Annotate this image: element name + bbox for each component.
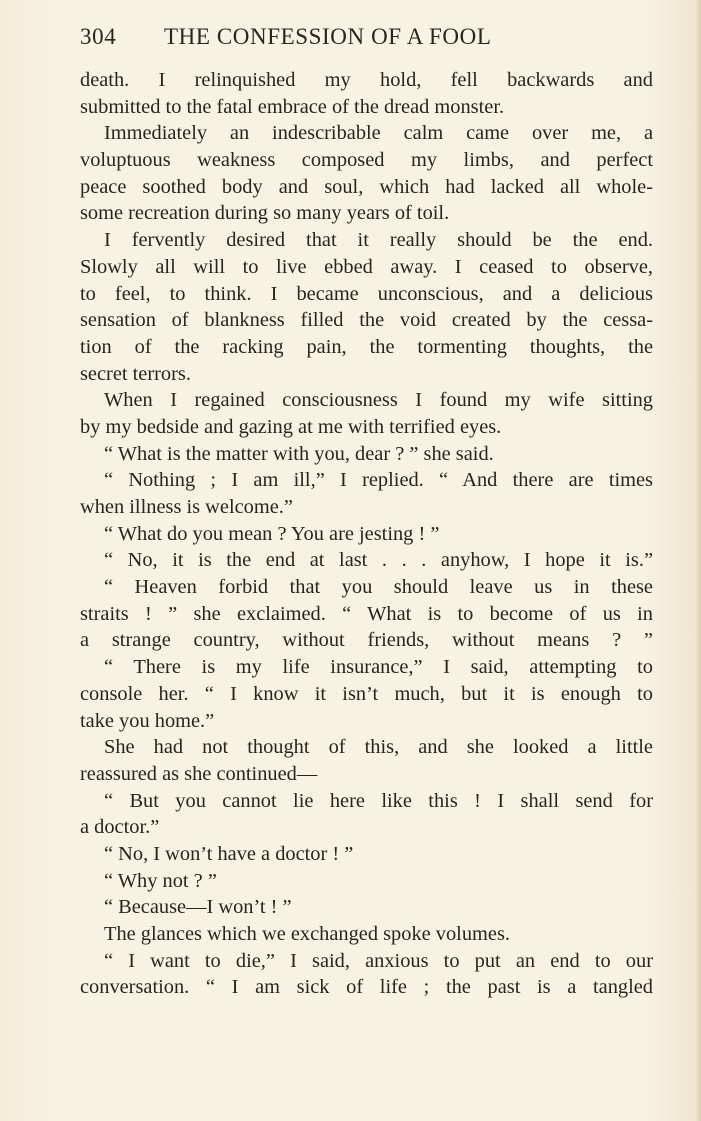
- text-line: “ Because—I won’t ! ”: [104, 896, 292, 919]
- text-line: “ No, it is the end at last . . . anyhow, I hope it is.”: [104, 549, 653, 572]
- page-number: 304: [80, 24, 117, 49]
- text-line: Slowly all will to live ebbed away. I ceased to observe,: [80, 255, 653, 278]
- text-line: to feel, to think. I became unconscious, and a delicious: [80, 282, 653, 305]
- text-line: tion of the racking pain, the tormenting thoughts, the: [80, 335, 653, 358]
- text-line: a strange country, without friends, without means ? ”: [80, 629, 653, 652]
- text-line: “ Heaven forbid that you should leave us in these: [104, 576, 653, 599]
- text-line: I fervently desired that it really should be the end.: [104, 229, 653, 252]
- text-line: submitted to the fatal embrace of the dread monster.: [80, 95, 505, 118]
- text-line: when illness is welcome.”: [80, 496, 293, 518]
- text-line: “ Why not ? ”: [104, 869, 217, 892]
- text-line: secret terrors.: [80, 362, 191, 385]
- text-line: by my bedside and gazing at me with terrified eyes.: [80, 415, 502, 438]
- text-line: console her. “ I know it isn’t much, but it is enough to: [80, 682, 653, 705]
- text-line: “ No, I won’t have a doctor ! ”: [104, 842, 354, 865]
- text-line: reassured as she continued—: [80, 762, 318, 785]
- text-line: “ What do you mean ? You are jesting ! ”: [104, 522, 440, 545]
- text-line: When I regained consciousness I found my wife sitting: [104, 389, 653, 412]
- text-line: She had not thought of this, and she looked a little: [104, 736, 653, 759]
- text-line: a doctor.”: [80, 816, 160, 839]
- text-line: sensation of blankness filled the void created by the cessa-: [80, 309, 653, 332]
- text-line: “ What is the matter with you, dear ? ” she said.: [104, 442, 494, 465]
- text-line: conversation. “ I am sick of life ; the past is a tangled: [80, 976, 653, 999]
- text-line: some recreation during so many years of toil.: [80, 202, 450, 225]
- page-edge-shadow: [695, 0, 701, 1121]
- text-line: “ Nothing ; I am ill,” I replied. “ And there are times: [104, 469, 653, 492]
- text-line: Immediately an indescribable calm came over me, a: [104, 122, 653, 145]
- text-line: death. I relinquished my hold, fell backwards and: [80, 69, 653, 91]
- text-line: take you home.”: [80, 709, 215, 732]
- page-header: [80, 24, 653, 54]
- body-text: [80, 67, 653, 1001]
- text-line: voluptuous weakness composed my limbs, and perfect: [80, 149, 653, 172]
- text-line: straits ! ” she exclaimed. “ What is to become of us in: [80, 602, 653, 625]
- running-title: THE CONFESSION OF A FOOL: [164, 24, 492, 49]
- text-line: peace soothed body and soul, which had lacked all whole-: [80, 175, 653, 198]
- text-line: “ But you cannot lie here like this ! I shall send for: [104, 789, 653, 812]
- text-line: “ I want to die,” I said, anxious to put an end to our: [104, 949, 653, 972]
- text-line: “ There is my life insurance,” I said, attempting to: [104, 656, 653, 679]
- text-line: The glances which we exchanged spoke volumes.: [104, 923, 510, 945]
